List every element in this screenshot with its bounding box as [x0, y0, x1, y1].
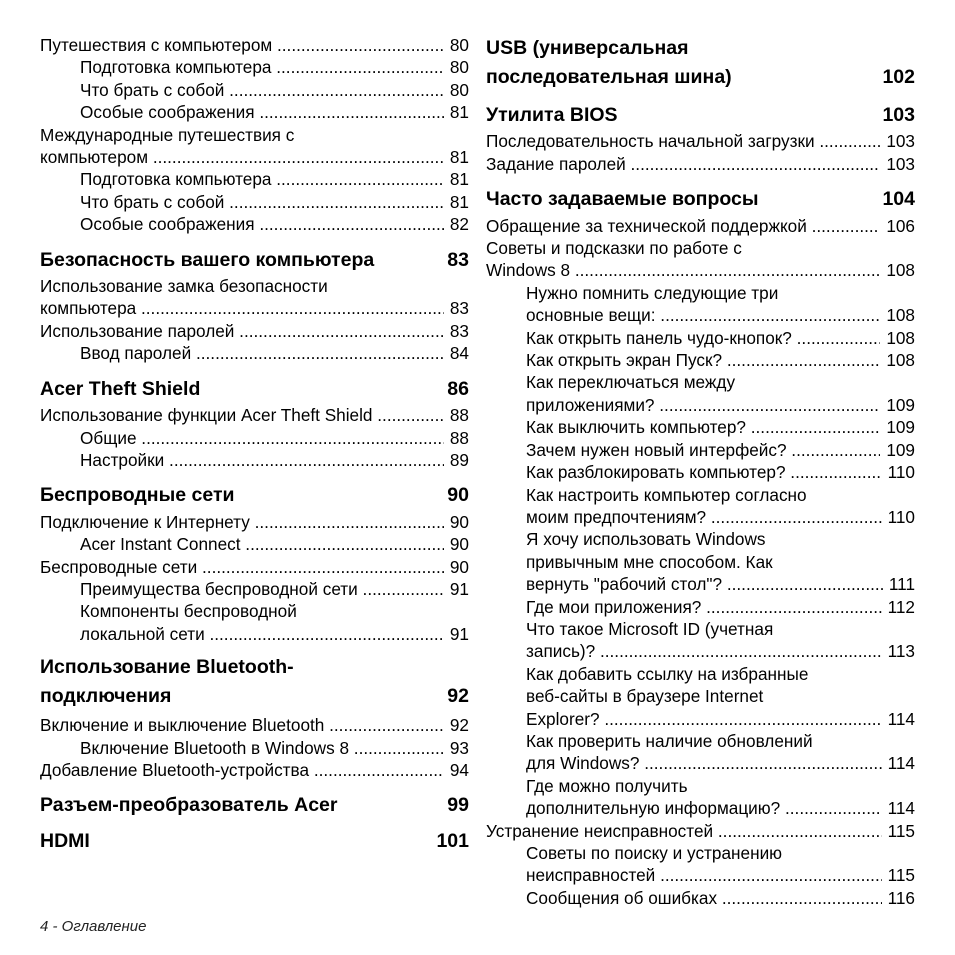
entry-title: запись)? ..... [526, 640, 882, 662]
entry-title: Сообщения об ошибках ..... [526, 887, 882, 909]
toc-entry[interactable] [40, 449, 469, 471]
entry-title-last-line [40, 146, 469, 168]
entry-page-number: 92 [449, 715, 469, 736]
entry-title-last-line [526, 752, 915, 774]
entry-title: Общие ..... [80, 427, 444, 449]
toc-entry[interactable] [40, 427, 469, 449]
section-title: Часто задаваемые вопросы [486, 188, 759, 211]
entry-title: Как открыть экран Пуск? ..... [526, 349, 880, 371]
toc-entry[interactable] [486, 439, 915, 461]
section-page-number: 86 [447, 377, 469, 400]
entry-title: Использование функции Acer Theft Shield ..... [40, 404, 444, 426]
entry-page-number: 109 [886, 417, 915, 438]
entry-title-last-line [486, 259, 915, 281]
entry-page-number: 83 [449, 320, 469, 341]
entry-title-last-line [526, 573, 915, 595]
entry-title: основные вещи: ..... [526, 304, 880, 326]
section-title: Безопасность вашего компьютера [40, 248, 375, 271]
entry-page-number: 109 [886, 394, 915, 415]
section-page-number: 83 [447, 248, 469, 271]
entry-page-number: 109 [886, 439, 915, 460]
entry-page-number: 108 [886, 350, 915, 371]
entry-title: Acer Instant Connect ..... [80, 533, 444, 555]
toc-entry[interactable] [486, 596, 915, 618]
entry-page-number: 90 [449, 534, 469, 555]
section-title: Acer Theft Shield [40, 377, 201, 400]
toc-entry[interactable] [40, 213, 469, 235]
entry-page-number: 103 [886, 131, 915, 152]
entry-title: Подготовка компьютера ..... [80, 168, 444, 190]
toc-entry[interactable] [40, 124, 469, 169]
toc-entry[interactable] [40, 56, 469, 78]
entry-title: Использование паролей ..... [40, 320, 444, 342]
entry-page-number: 113 [887, 641, 915, 662]
entry-page-number: 114 [887, 708, 915, 729]
entry-title-line: Как добавить ссылку на избранные [526, 663, 809, 684]
entry-title: Как открыть панель чудо-кнопок? ..... [526, 327, 880, 349]
entry-page-number: 81 [449, 102, 469, 123]
entry-page-number: 91 [449, 578, 469, 599]
toc-right-column [486, 34, 915, 909]
toc-entry[interactable] [486, 327, 915, 349]
toc-entry[interactable] [40, 533, 469, 555]
toc-entry[interactable] [486, 461, 915, 483]
toc-section-heading[interactable] [40, 830, 469, 852]
toc-entry[interactable] [40, 737, 469, 759]
entry-title-line: Международные путешествия с [40, 124, 295, 145]
entry-page-number: 114 [887, 753, 915, 774]
toc-entry[interactable] [486, 528, 915, 595]
toc-entry[interactable] [486, 775, 915, 820]
entry-page-number: 108 [886, 305, 915, 326]
entry-title: неисправностей ..... [526, 864, 882, 886]
toc-entry[interactable] [486, 484, 915, 529]
entry-title-line: Я хочу использовать Windows [526, 529, 766, 550]
entry-title: Что брать с собой ..... [80, 191, 444, 213]
section-title-last-line [486, 63, 915, 92]
entry-title: Зачем нужен новый интерфейс? ..... [526, 439, 880, 461]
entry-page-number: 108 [886, 260, 915, 281]
entry-title: Особые соображения ..... [80, 213, 444, 235]
entry-title-line: Советы по поиску и устранению [526, 843, 783, 863]
entry-page-number: 103 [886, 153, 915, 174]
entry-title-last-line [526, 506, 915, 528]
entry-page-number: 81 [449, 147, 469, 168]
entry-page-number: 106 [886, 215, 915, 236]
section-title: Беспроводные сети [40, 484, 235, 507]
entry-title: Добавление Bluetooth-устройства ..... [40, 759, 444, 781]
entry-title: Как разблокировать компьютер? ..... [526, 461, 882, 483]
toc-entry[interactable] [486, 730, 915, 775]
entry-page-number: 91 [449, 623, 469, 644]
section-page-number: 103 [882, 104, 915, 126]
entry-title-last-line [40, 297, 469, 319]
toc-entry[interactable] [40, 404, 469, 426]
entry-title: Explorer? ..... [526, 708, 882, 730]
entry-title: Устранение неисправностей ..... [486, 820, 882, 842]
toc-entry[interactable] [486, 820, 915, 842]
entry-title: Обращение за технической поддержкой ..... [486, 215, 880, 237]
entry-page-number: 111 [888, 574, 915, 595]
entry-title: Последовательность начальной загрузки ..... [486, 130, 880, 152]
entry-page-number: 88 [449, 427, 469, 448]
section-title: HDMI [40, 829, 90, 852]
toc-section-heading[interactable] [486, 104, 915, 126]
entry-title: вернуть "рабочий стол"? ..... [526, 573, 883, 595]
toc-entry[interactable] [486, 282, 915, 327]
section-page-number: 99 [447, 794, 469, 817]
entry-title: Включение и выключение Bluetooth ..... [40, 714, 444, 736]
entry-title: Как выключить компьютер? ..... [526, 416, 880, 438]
entry-title: Настройки ..... [80, 449, 444, 471]
toc-entry[interactable] [486, 416, 915, 438]
section-title-line: Использование Bluetooth- [40, 656, 294, 679]
section-page-number: 101 [436, 829, 469, 852]
entry-page-number: 110 [887, 462, 915, 483]
entry-title-line: веб-сайты в браузере Internet [526, 686, 764, 707]
entry-page-number: 108 [886, 327, 915, 348]
toc-entry[interactable] [40, 556, 469, 578]
entry-title-line: Использование замка безопасности [40, 276, 328, 297]
toc-entry[interactable] [40, 714, 469, 736]
entry-title: Преимущества беспроводной сети ..... [80, 578, 444, 600]
toc-section-heading[interactable] [40, 484, 469, 506]
toc-section-heading[interactable] [40, 249, 469, 271]
entry-page-number: 81 [449, 169, 469, 190]
entry-title-line: Как настроить компьютер согласно [526, 484, 807, 505]
section-page-number: 102 [882, 65, 915, 88]
entry-title: Особые соображения ..... [80, 101, 444, 123]
toc-entry[interactable] [40, 101, 469, 123]
entry-page-number: 114 [887, 798, 915, 819]
entry-page-number: 84 [449, 343, 469, 364]
entry-title-line: Как переключаться между [526, 372, 736, 393]
section-title: Утилита BIOS [486, 104, 618, 126]
toc-entry[interactable] [486, 130, 915, 152]
entry-title: приложениями? ..... [526, 394, 880, 416]
toc-entry[interactable] [486, 349, 915, 371]
toc-entry[interactable] [40, 34, 469, 56]
entry-title: Windows 8 ..... [486, 259, 880, 281]
entry-title: компьютером ..... [40, 146, 444, 168]
entry-page-number: 115 [887, 865, 915, 886]
toc-section-heading[interactable] [40, 378, 469, 400]
section-page-number: 90 [447, 484, 469, 507]
entry-title-line: Где можно получить [526, 775, 688, 796]
entry-title-last-line [526, 708, 915, 730]
entry-title: дополнительную информацию? ..... [526, 797, 882, 819]
entry-page-number: 116 [887, 887, 915, 908]
entry-page-number: 89 [449, 449, 469, 470]
entry-title: моим предпочтениям? ..... [526, 506, 882, 528]
toc-entry[interactable] [486, 663, 915, 730]
entry-title: для Windows? ..... [526, 752, 882, 774]
section-page-number: 104 [882, 188, 915, 211]
entry-title: Где мои приложения? ..... [526, 596, 882, 618]
page-footer: 4 - Оглавление [40, 918, 147, 935]
entry-title: локальной сети ..... [80, 623, 444, 645]
toc-entry[interactable] [40, 578, 469, 600]
entry-title-line: Советы и подсказки по работе с [486, 238, 742, 259]
entry-title-line: Что такое Microsoft ID (учетная [526, 618, 774, 639]
toc-entry[interactable] [486, 618, 915, 663]
entry-page-number: 110 [887, 506, 915, 527]
section-title: Разъем-преобразователь Acer [40, 794, 338, 817]
entry-title-line: Как проверить наличие обновлений [526, 730, 813, 751]
entry-title: Подключение к Интернету ..... [40, 511, 444, 533]
section-page-number: 92 [447, 684, 469, 707]
toc-entry[interactable] [40, 511, 469, 533]
toc-entry[interactable] [40, 275, 469, 320]
toc-entry[interactable] [486, 842, 915, 887]
entry-title: Включение Bluetooth в Windows 8 ..... [80, 737, 444, 759]
entry-page-number: 94 [449, 759, 469, 780]
entry-page-number: 88 [449, 405, 469, 426]
entry-page-number: 80 [449, 57, 469, 78]
entry-title-last-line [526, 394, 915, 416]
toc-entry[interactable] [40, 320, 469, 342]
toc-entry[interactable] [40, 759, 469, 781]
toc-entry[interactable] [40, 79, 469, 101]
toc-left-column [40, 34, 469, 856]
entry-title-line: привычным мне способом. Как [526, 551, 773, 572]
entry-title: Подготовка компьютера ..... [80, 56, 444, 78]
section-title-last-line [40, 682, 469, 711]
entry-page-number: 82 [449, 214, 469, 235]
toc-entry[interactable] [486, 153, 915, 175]
toc-section-heading[interactable] [40, 794, 469, 816]
entry-title: компьютера ..... [40, 297, 444, 319]
entry-title: Беспроводные сети ..... [40, 556, 444, 578]
toc-entry[interactable] [486, 237, 915, 282]
entry-page-number: 80 [449, 79, 469, 100]
section-title-line: USB (универсальная [486, 37, 689, 59]
entry-title-last-line [80, 623, 469, 645]
toc-entry[interactable] [40, 600, 469, 645]
entry-page-number: 112 [887, 596, 915, 617]
entry-title-last-line [526, 797, 915, 819]
entry-page-number: 83 [449, 298, 469, 319]
section-title-line: подключения [40, 684, 172, 707]
toc-section-heading[interactable] [486, 34, 915, 91]
entry-page-number: 90 [449, 511, 469, 532]
entry-title-line: Компоненты беспроводной [80, 601, 297, 622]
toc-section-heading[interactable] [40, 653, 469, 710]
entry-title: Задание паролей ..... [486, 153, 880, 175]
entry-title: Ввод паролей ..... [80, 342, 444, 364]
entry-title: Путешествия с компьютером ..... [40, 34, 444, 56]
toc-section-heading[interactable] [486, 188, 915, 210]
entry-title-last-line [526, 304, 915, 326]
entry-page-number: 115 [887, 820, 915, 841]
entry-title: Что брать с собой ..... [80, 79, 444, 101]
toc-entry[interactable] [40, 191, 469, 213]
entry-page-number: 90 [449, 556, 469, 577]
entry-title-line: Нужно помнить следующие три [526, 282, 779, 303]
toc-entry[interactable] [40, 168, 469, 190]
entry-page-number: 93 [449, 737, 469, 758]
toc-entry[interactable] [486, 371, 915, 416]
entry-page-number: 81 [449, 191, 469, 212]
toc-entry[interactable] [40, 342, 469, 364]
entry-title-last-line [526, 640, 915, 662]
toc-entry[interactable] [486, 887, 915, 909]
toc-entry[interactable] [486, 215, 915, 237]
section-title-line: последовательная шина) [486, 65, 732, 88]
entry-title-last-line [526, 864, 915, 886]
entry-page-number: 80 [449, 35, 469, 55]
